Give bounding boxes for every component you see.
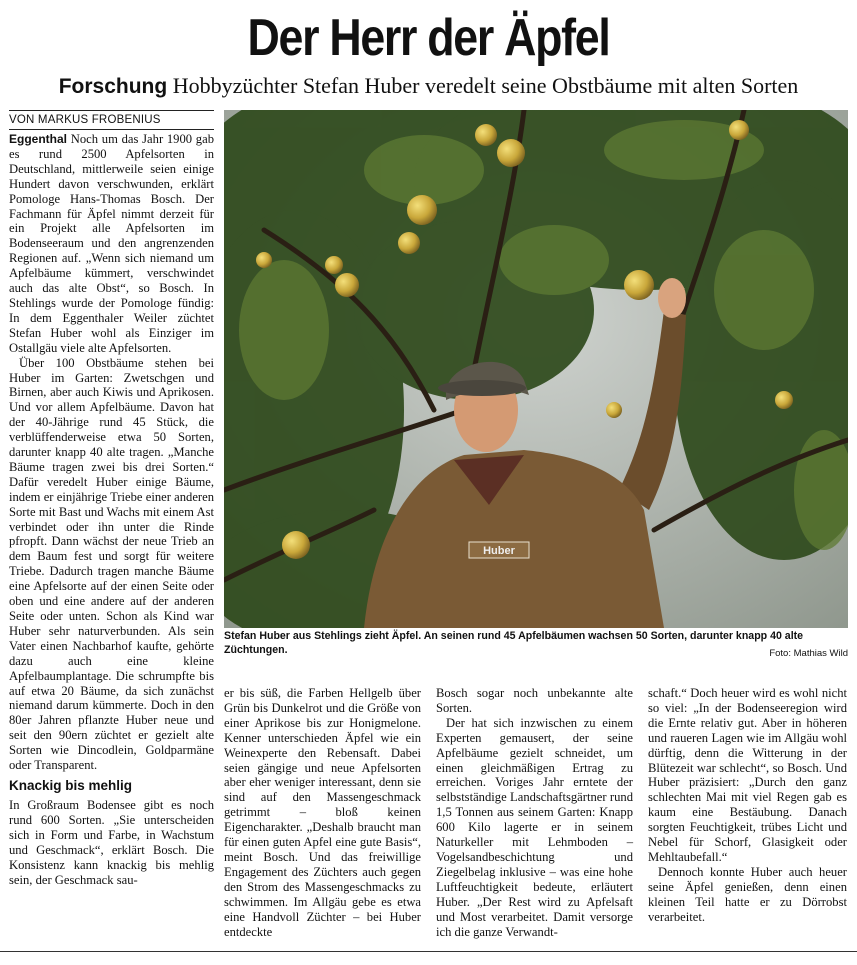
- article-photo: [224, 110, 848, 628]
- article-column-2: [224, 686, 421, 939]
- paragraph: Über 100 Obstbäume stehen bei Huber im Garten: Zwetschgen und Birnen, aber auch Kiwis und Aprikosen. Und vor allem Apfelbäume. Davon hat der 40-Jährige rund 45 Stück, die verblüffenderweise etwa 50 Sorten, darunter knapp 40 alte tragen. „Manche Bäume tragen zwei bis drei Sorten.“ Dafür veredelt Huber einige Bäume, indem er einjährige Triebe einer anderen Sorte mit Bast und Wachs mit einem Ast verbindet oder ihn unter die Rinde pfropft. Dann wächst der neue Trieb an dem Baum fest und sorgt für weitere Triebe. Dadurch tragen manche Bäume eine Apfelsorte auf der einen Seite oder oben und eine andere auf der anderen Seite oder unten. Schon als Kind war Huber sehr naturverbunden. Als sein Vater einen Nachbarhof kaufte, gehörte dazu auch eine kleine Apfelbaumplantage. Die schrumpfte bis auf etwa 20 Bäume, da sich zunächst niemand darum kümmerte. Doch in den 80er Jahren pflanzte Huber neue und seit den 90ern züchtet er gezielt alte Sorten wie Dincodlein, Goldparmäne oder Transparent.: [9, 355, 214, 773]
- byline: VON MARKUS FROBENIUS: [9, 110, 214, 130]
- photo-credit: Foto: Mathias Wild: [769, 648, 848, 659]
- article-column-1: [9, 132, 214, 887]
- page-divider: [0, 951, 857, 952]
- article-column-3: [436, 686, 633, 939]
- paragraph: [9, 132, 214, 356]
- jacket-logo-text: Huber: [483, 545, 515, 557]
- subheadline-text: Hobbyzüchter Stefan Huber veredelt seine Obstbäume mit alten Sorten: [172, 73, 799, 98]
- section-subhead: Knackig bis mehlig: [9, 777, 133, 793]
- article-column-4: [648, 686, 847, 925]
- paragraph: Bosch sogar noch unbekannte alte Sorten.: [436, 686, 633, 715]
- paragraph-text: Noch um das Jahr 1900 gab es rund 2500 Apfelsorten in Deutschland, mittlerweile seien einige Hundert davon verschwunden, erklärt Pomologe Hans-Thomas Bosch. Der Fachmann für Äpfel nimmt derzeit für ein Projekt alle Apfelsorten im Bodenseeraum und den angrenzenden Regionen auf. „Wenn sich niemand um Apfelbäume kümmert, verschwindet auch das alte Obst“, so Bosch. In Stehlings wurde der Pomologe fündig: In dem Eggenthaler Weiler züchtet Stefan Huber wohl als Einziger im Ostallgäu viele alte Apfelsorten.: [9, 132, 214, 355]
- paragraph: In Großraum Bodensee gibt es noch rund 600 Sorten. „Sie unterscheiden sich in Form und Farbe, in Wachstum und Geschmack“, erklärt Bosch. Die Konsistenz kann knackig bis mehlig sein, der Geschmack sau-: [9, 797, 214, 887]
- kicker: Forschung: [58, 75, 168, 98]
- paragraph: er bis süß, die Farben Hellgelb über Grün bis Dunkelrot und die Größe von einer Aprikose bis zur Honigmelone. Kenner unterschieden Äpfel wie ein Weinexperte den Rebensaft. Dabei seien gängige und neue Apfelsorten aber eher weniger interessant, denn sie sind auf den Massengeschmack getrimmt – bloß keinen Eigencharakter. „Deshalb braucht man für einen guten Apfel eine gute Basis“, meint Bosch. Und das freiwillige Engagement des Züchters auch gegen den Strom des Massengeschmacks zu schwimmen. Im Allgäu gebe es etwa eine Handvoll Züchter – bei Huber entdeckte: [224, 686, 421, 939]
- dateline: Eggenthal: [9, 132, 68, 146]
- photo-caption: Stefan Huber aus Stehlings zieht Äpfel. An seinen rund 45 Apfelbäumen wachsen 50 Sorten, darunter knapp 40 alte Züchtungen.: [224, 630, 804, 656]
- headline: Der Herr der Äpfel: [247, 9, 610, 67]
- paragraph: Der hat sich inzwischen zu einem Experten gemausert, der seine Apfelbäume gezielt schneidet, um einen gleichmäßigen Ertrag zu erreichen. Voriges Jahr erntete der selbstständige Landschaftsgärtner rund 1,5 Tonnen aus seinem Garten: Knapp 600 Kilo lagerte er in seinem Naturkeller mit Lehmboden – Vogelsandbeschichtung und Ziegelbelag inklusive – was eine hohe Luftfeuchtigkeit bedeute, erläutert Huber. „Der Rest wird zu Apfelsaft und Most verarbeitet. Damit versorge ich die ganze Verwandt-: [436, 715, 633, 939]
- paragraph: Dennoch konnte Huber auch heuer seine Äpfel genießen, denn einen kleinen Teil hatte er zu Dörrobst verarbeitet.: [648, 864, 847, 924]
- apple-tree-photo: [224, 110, 848, 628]
- paragraph: schaft.“ Doch heuer wird es wohl nicht so viel: „In der Bodenseeregion wird die Ernte relativ gut. Aber in höheren und rauеren Lagen wie im Allgäu wohl dürftig, denn die Witterung in der Blütezeit war schlecht“, so Bosch. Und Huber präzisiert: „Durch den ganz schlechten Mai mit viel Regen gab es kaum eine Bestäubung. Danach sorgten Feuchtigkeit, trübes Licht und Nebel für Schorf, Glasigkeit oder Mehltaubefall.“: [648, 686, 847, 864]
- subheadline: [0, 72, 857, 101]
